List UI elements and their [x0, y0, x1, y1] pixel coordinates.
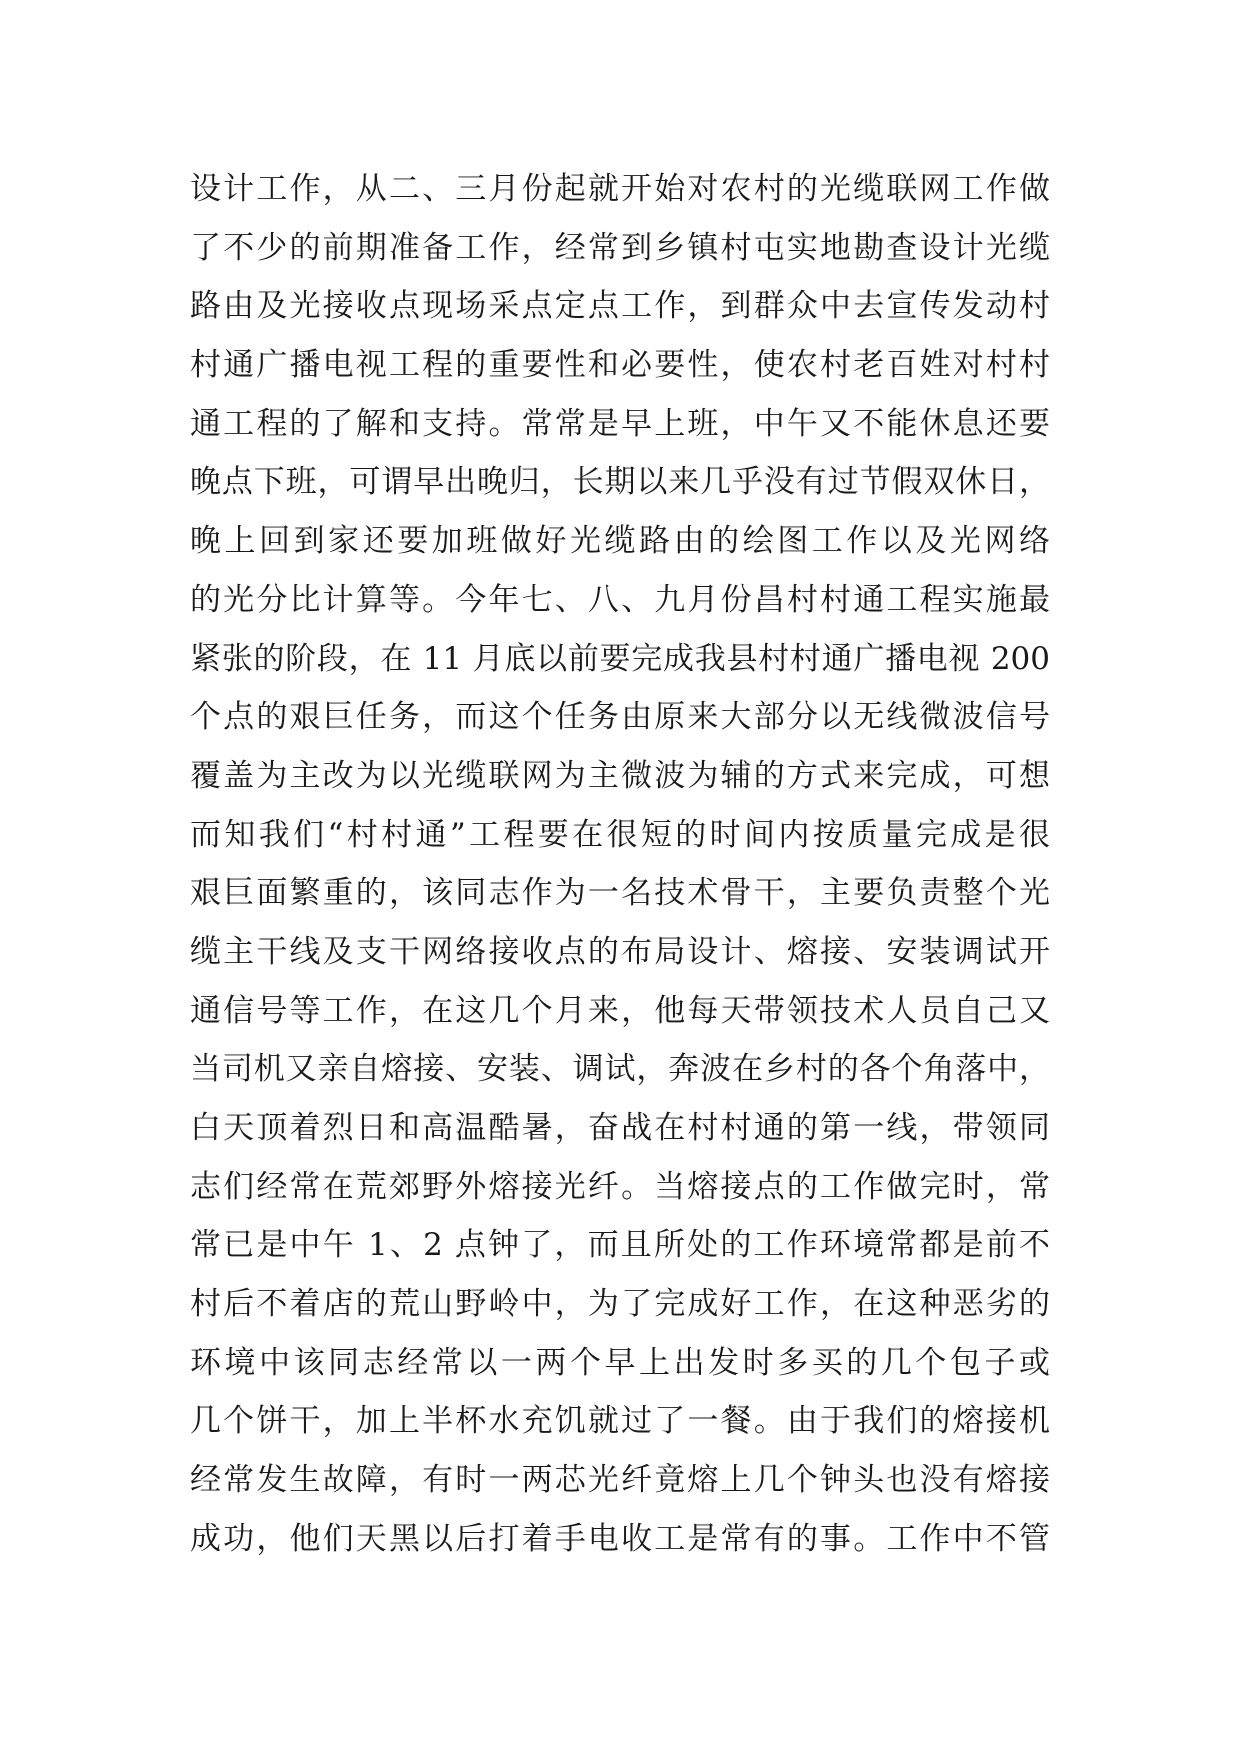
text-line: 村通广播电视工程的重要性和必要性，使农村老百姓对村村 [190, 347, 1050, 384]
text-line: 覆盖为主改为以光缆联网为主微波为辅的方式来完成，可想 [190, 757, 1050, 794]
text-line: 紧张的阶段，在 11 月底以前要完成我县村村通广播电视 200 [190, 640, 1050, 677]
text-line: 当司机又亲自熔接、安装、调试，奔波在乡村的各个角落中， [190, 1051, 1050, 1088]
text-line: 个点的艰巨任务，而这个任务由原来大部分以无线微波信号 [190, 699, 1050, 736]
text-line: 白天顶着烈日和高温酷暑，奋战在村村通的第一线，带领同 [190, 1110, 1050, 1146]
text-line: 艰巨面繁重的，该同志作为一名技术骨干，主要负责整个光 [190, 875, 1050, 912]
text-line: 晚点下班，可谓早出晚归，长期以来几乎没有过节假双休日， [190, 464, 1050, 501]
text-line: 晚上回到家还要加班做好光缆路由的绘图工作以及光网络 [190, 523, 1050, 560]
text-line: 经常发生故障，有时一两芯光纤竟熔上几个钟头也没有熔接 [190, 1462, 1050, 1499]
text-line: 缆主干线及支干网络接收点的布局设计、熔接、安装调试开 [190, 933, 1050, 970]
text-line: 的光分比计算等。今年七、八、九月份昌村村通工程实施最 [190, 581, 1050, 618]
body-text [190, 160, 1050, 1569]
text-line: 常已是中午 1、2 点钟了，而且所处的工作环境常都是前不 [190, 1227, 1050, 1264]
text-line: 成功，他们天黑以后打着手电收工是常有的事。工作中不管 [190, 1520, 1050, 1557]
text-line: 路由及光接收点现场采点定点工作，到群众中去宣传发动村 [190, 288, 1050, 325]
text-line: 几个饼干，加上半杯水充饥就过了一餐。由于我们的熔接机 [190, 1403, 1050, 1440]
text-line: 了不少的前期准备工作，经常到乡镇村屯实地勘查设计光缆 [190, 229, 1050, 266]
text-line: 村后不着店的荒山野岭中，为了完成好工作，在这种恶劣的 [190, 1286, 1050, 1323]
text-line: 而知我们“村村通”工程要在很短的时间内按质量完成是很 [190, 816, 1050, 853]
text-line: 志们经常在荒郊野外熔接光纤。当熔接点的工作做完时，常 [190, 1168, 1050, 1205]
text-line: 设计工作，从二、三月份起就开始对农村的光缆联网工作做 [190, 171, 1050, 207]
text-line: 环境中该同志经常以一两个早上出发时多买的几个包子或 [190, 1344, 1050, 1381]
text-line: 通工程的了解和支持。常常是早上班，中午又不能休息还要 [190, 405, 1050, 442]
text-line: 通信号等工作，在这几个月来，他每天带领技术人员自己又 [190, 992, 1050, 1029]
